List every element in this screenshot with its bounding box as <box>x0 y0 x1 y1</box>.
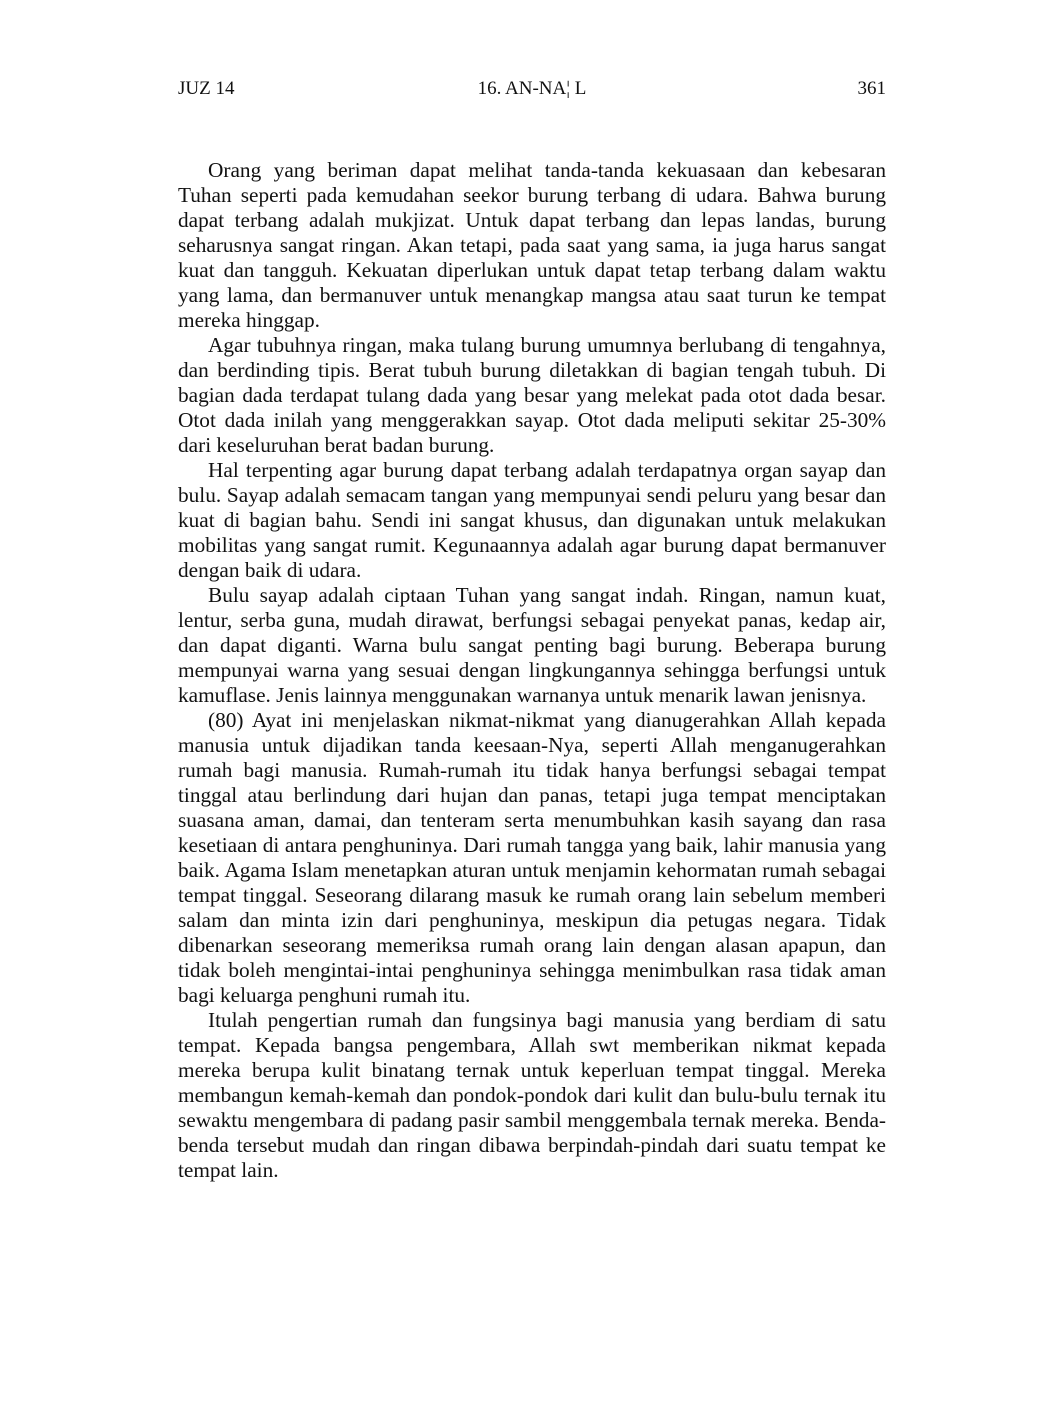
paragraph: (80) Ayat ini menjelaskan nikmat-nikmat yang dianugerahkan Allah kepada manusia untuk dijadikan tanda keesaan-Nya, seperti Allah menganugerahkan rumah bagi manusia. Rumah-rumah itu tidak hanya berfungsi sebagai tempat tinggal atau berlindung dari hujan dan panas, tetapi juga tempat menciptakan suasana aman, damai, dan tenteram serta menumbuhkan kasih sayang dan rasa kesetiaan di antara penghuninya. Dari rumah tangga yang baik, lahir manusia yang baik. Agama Islam menetapkan aturan untuk menjamin kehormatan rumah sebagai tempat tinggal. Seseorang dilarang masuk ke rumah orang lain sebelum memberi salam dan minta izin dari penghuninya, meskipun dia petugas negara. Tidak dibenarkan seseorang memeriksa rumah orang lain dengan alasan apapun, dan tidak boleh mengintai-intai penghuninya sehingga menimbulkan rasa tidak aman bagi keluarga penghuni rumah itu. <box>178 708 886 1007</box>
body-text <box>178 158 886 1183</box>
running-header <box>178 74 886 104</box>
paragraph: Bulu sayap adalah ciptaan Tuhan yang sangat indah. Ringan, namun kuat, lentur, serba guna, mudah dirawat, berfungsi sebagai penyekat panas, kedap air, dan dapat diganti. Warna bulu sangat penting bagi burung. Beberapa burung mempunyai warna yang sesuai dengan lingkungannya sehingga berfungsi untuk kamuflase. Jenis lainnya menggunakan warnanya untuk menarik lawan jenisnya. <box>178 583 886 707</box>
page-number: 361 <box>857 78 886 99</box>
paragraph: Itulah pengertian rumah dan fungsinya bagi manusia yang berdiam di satu tempat. Kepada bangsa pengembara, Allah swt memberikan nikmat kepada mereka berupa kulit binatang ternak untuk keperluan tempat tinggal. Mereka membangun kemah-kemah dan pondok-pondok dari kulit dan bulu-bulu ternak itu sewaktu mengembara di padang pasir sambil menggembala ternak mereka. Benda-benda tersebut mudah dan ringan dibawa berpindah-pindah dari suatu tempat ke tempat lain. <box>178 1008 886 1182</box>
paragraph: Agar tubuhnya ringan, maka tulang burung umumnya berlubang di tengahnya, dan berdinding tipis. Berat tubuh burung diletakkan di bagian tengah tubuh. Di bagian dada terdapat tulang dada yang besar yang melekat pada otot dada besar. Otot dada inilah yang menggerakkan sayap. Otot dada meliputi sekitar 25-30% dari keseluruhan berat badan burung. <box>178 333 886 457</box>
juz-label: JUZ 14 <box>178 78 235 99</box>
surah-title: 16. AN-NA¦ L <box>477 78 587 99</box>
paragraph: Hal terpenting agar burung dapat terbang adalah terdapatnya organ sayap dan bulu. Sayap adalah semacam tangan yang mempunyai sendi peluru yang besar dan kuat di bagian bahu. Sendi ini sangat khusus, dan digunakan untuk melakukan mobilitas yang sangat rumit. Kegunaannya adalah agar burung dapat bermanuver dengan baik di udara. <box>178 458 886 582</box>
paragraph: Orang yang beriman dapat melihat tanda-tanda kekuasaan dan kebesaran Tuhan seperti pada kemudahan seekor burung terbang di udara. Bahwa burung dapat terbang adalah mukjizat. Untuk dapat terbang dan lepas landas, burung seharusnya sangat ringan. Akan tetapi, pada saat yang sama, ia juga harus sangat kuat dan tangguh. Kekuatan diperlukan untuk dapat tetap terbang dalam waktu yang lama, dan bermanuver untuk menangkap mangsa atau saat turun ke tempat mereka hinggap. <box>178 158 886 332</box>
